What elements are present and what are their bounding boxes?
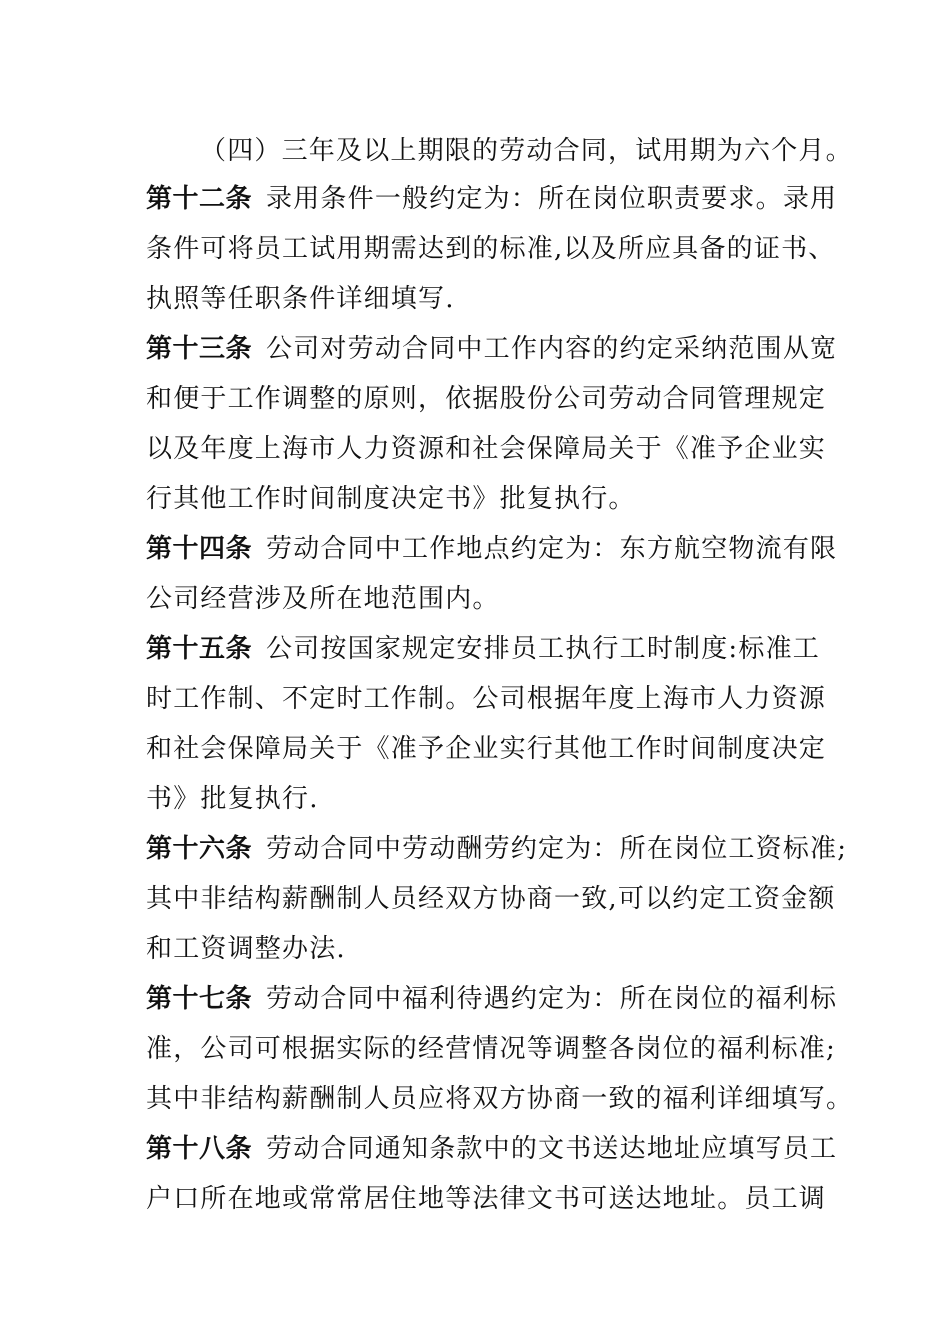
article-13-line-3: 以及年度上海市人力资源和社会保障局关于《准予企业实	[146, 434, 827, 464]
article-15-number: 第十五条	[146, 634, 253, 664]
article-15-line-3: 和社会保障局关于《准予企业实行其他工作时间制度决定	[146, 734, 827, 764]
article-18-number: 第十八条	[146, 1134, 253, 1164]
article-13-line-2: 和便于工作调整的原则，依据股份公司劳动合同管理规定	[146, 384, 827, 414]
article-16-line-3: 和工资调整办法.	[146, 934, 346, 964]
article-12-number: 第十二条	[146, 184, 253, 214]
article-16-number: 第十六条	[146, 834, 253, 864]
article-18-text-1: 劳动合同通知条款中的文书送达地址应填写员工	[266, 1134, 838, 1164]
article-17-line-2: 准，公司可根据实际的经营情况等调整各岗位的福利标准;	[146, 1034, 836, 1064]
article-14-line-2: 公司经营涉及所在地范围内。	[146, 584, 500, 614]
intro-paragraph: （四）三年及以上期限的劳动合同，试用期为六个月。	[200, 136, 853, 166]
article-13-line-4: 行其他工作时间制度决定书》批复执行。	[146, 484, 636, 514]
article-16-line-1	[146, 834, 848, 864]
article-14-line-1	[146, 534, 836, 564]
article-15-line-1	[146, 634, 836, 664]
article-12-line-2: 条件可将员工试用期需达到的标准,以及所应具备的证书、	[146, 234, 836, 264]
article-14-number: 第十四条	[146, 534, 253, 564]
article-15-line-4: 书》批复执行.	[146, 784, 319, 814]
article-17-number: 第十七条	[146, 984, 253, 1014]
article-12-text-1: 录用条件一般约定为：所在岗位职责要求。录用	[266, 184, 838, 214]
article-16-text-1: 劳动合同中劳动酬劳约定为：所在岗位工资标准;	[266, 834, 848, 864]
article-18-line-2: 户口所在地或常常居住地等法律文书可送达地址。员工调	[146, 1184, 827, 1214]
article-12-line-1	[146, 184, 836, 214]
article-15-text-1: 公司按国家规定安排员工执行工时制度:标准工	[266, 634, 820, 664]
article-16-line-2: 其中非结构薪酬制人员经双方协商一致,可以约定工资金额	[146, 884, 836, 914]
article-17-line-1	[146, 984, 836, 1014]
article-13-number: 第十三条	[146, 334, 253, 364]
article-14-text-1: 劳动合同中工作地点约定为：东方航空物流有限	[266, 534, 838, 564]
article-17-line-3: 其中非结构薪酬制人员应将双方协商一致的福利详细填写。	[146, 1084, 854, 1114]
article-13-text-1: 公司对劳动合同中工作内容的约定采纳范围从宽	[266, 334, 838, 364]
article-12-line-3: 执照等任职条件详细填写.	[146, 284, 455, 314]
article-13-line-1	[146, 334, 836, 364]
article-18-line-1	[146, 1134, 836, 1164]
article-17-text-1: 劳动合同中福利待遇约定为：所在岗位的福利标	[266, 984, 838, 1014]
article-15-line-2: 时工作制、不定时工作制。公司根据年度上海市人力资源	[146, 684, 827, 714]
